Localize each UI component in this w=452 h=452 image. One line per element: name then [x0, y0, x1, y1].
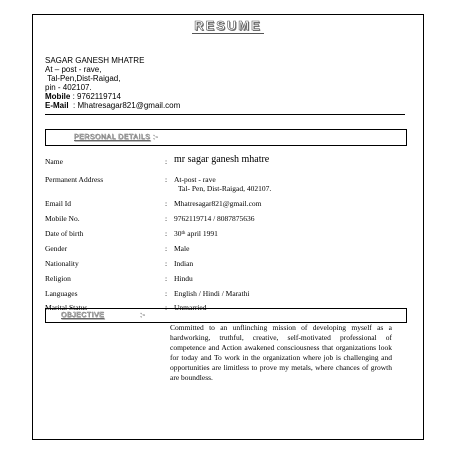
header-name: SAGAR GANESH MHATRE: [45, 56, 145, 65]
detail-value-marital: Unmarried: [174, 303, 207, 312]
detail-key-name: Name: [45, 157, 63, 166]
detail-sep-name: :: [165, 157, 168, 166]
detail-sep-mobile: :: [165, 214, 168, 223]
detail-value-religion: Hindu: [174, 274, 193, 283]
header-email: [45, 101, 405, 110]
dob-day: 30: [174, 229, 182, 238]
detail-key-address: Permanent Address: [45, 175, 104, 184]
header-address-line1: At – post - rave,: [45, 65, 102, 74]
header-divider: [45, 114, 405, 115]
detail-sep-languages: :: [165, 289, 168, 298]
detail-sep-email: :: [165, 199, 168, 208]
detail-value-dob: [174, 229, 218, 238]
detail-sep-address: :: [165, 175, 168, 184]
detail-key-mobile: Mobile No.: [45, 214, 80, 223]
objective-suffix: :-: [140, 312, 146, 319]
detail-key-gender: Gender: [45, 244, 68, 253]
objective-text: Committed to an unflinching mission of developing myself as a hardworking, truthful, creative, self-motivated professional of competence and Action awakened consciousness that organizations look for today and To work in the organization where job is challenging and opportunities are limitless to prove my metals, where chances of growth are boundless.: [170, 323, 392, 382]
detail-key-email: Email Id: [45, 199, 72, 208]
header-mobile-value: : 9762119714: [70, 92, 121, 101]
detail-key-dob: Date of birth: [45, 229, 84, 238]
header-mobile: [45, 92, 405, 101]
detail-key-languages: Languages: [45, 289, 78, 298]
detail-value-address-line1: At-post - rave: [174, 175, 216, 184]
personal-details-label: PERSONAL DETAILS: [74, 134, 151, 141]
detail-value-name: mr sagar ganesh mhatre: [174, 154, 270, 165]
detail-sep-gender: :: [165, 244, 168, 253]
detail-value-mobile: 9762119714 / 8087875636: [174, 214, 255, 223]
header-email-value: : Mhatresagar821@gmail.com: [70, 101, 181, 110]
detail-sep-religion: :: [165, 274, 168, 283]
personal-details-heading: [45, 129, 407, 146]
detail-sep-marital: :: [165, 303, 168, 312]
objective-heading: [45, 308, 407, 323]
header-address-line2: Tal-Pen,Dist-Raigad,: [45, 74, 121, 83]
detail-value-email: Mhatresagar821@gmail.com: [174, 199, 262, 208]
detail-sep-nationality: :: [165, 259, 168, 268]
personal-details-suffix: :-: [150, 134, 159, 141]
resume-title-text: RESUME: [194, 18, 262, 33]
personal-details-label-wrap: [74, 134, 158, 141]
detail-key-religion: Religion: [45, 274, 71, 283]
resume-page: [32, 14, 424, 440]
detail-key-nationality: Nationality: [45, 259, 79, 268]
dob-ordinal: th: [181, 231, 186, 236]
detail-value-gender: Male: [174, 244, 190, 253]
header-email-label: E-Mail: [45, 101, 71, 110]
header-mobile-label: Mobile: [45, 92, 71, 101]
contact-header: [45, 56, 405, 110]
objective-label: OBJECTIVE: [61, 312, 105, 319]
detail-value-languages: English / Hindi / Marathi: [174, 289, 250, 298]
resume-title: [33, 18, 423, 33]
detail-value-nationality: Indian: [174, 259, 194, 268]
header-address-line3: pin - 402107.: [45, 83, 92, 92]
detail-key-marital: Marital Status: [45, 303, 88, 312]
dob-rest: april 1991: [185, 229, 218, 238]
detail-value-address-line2: Tal- Pen, Dist-Raigad, 402107.: [178, 184, 272, 193]
detail-sep-dob: :: [165, 229, 168, 238]
